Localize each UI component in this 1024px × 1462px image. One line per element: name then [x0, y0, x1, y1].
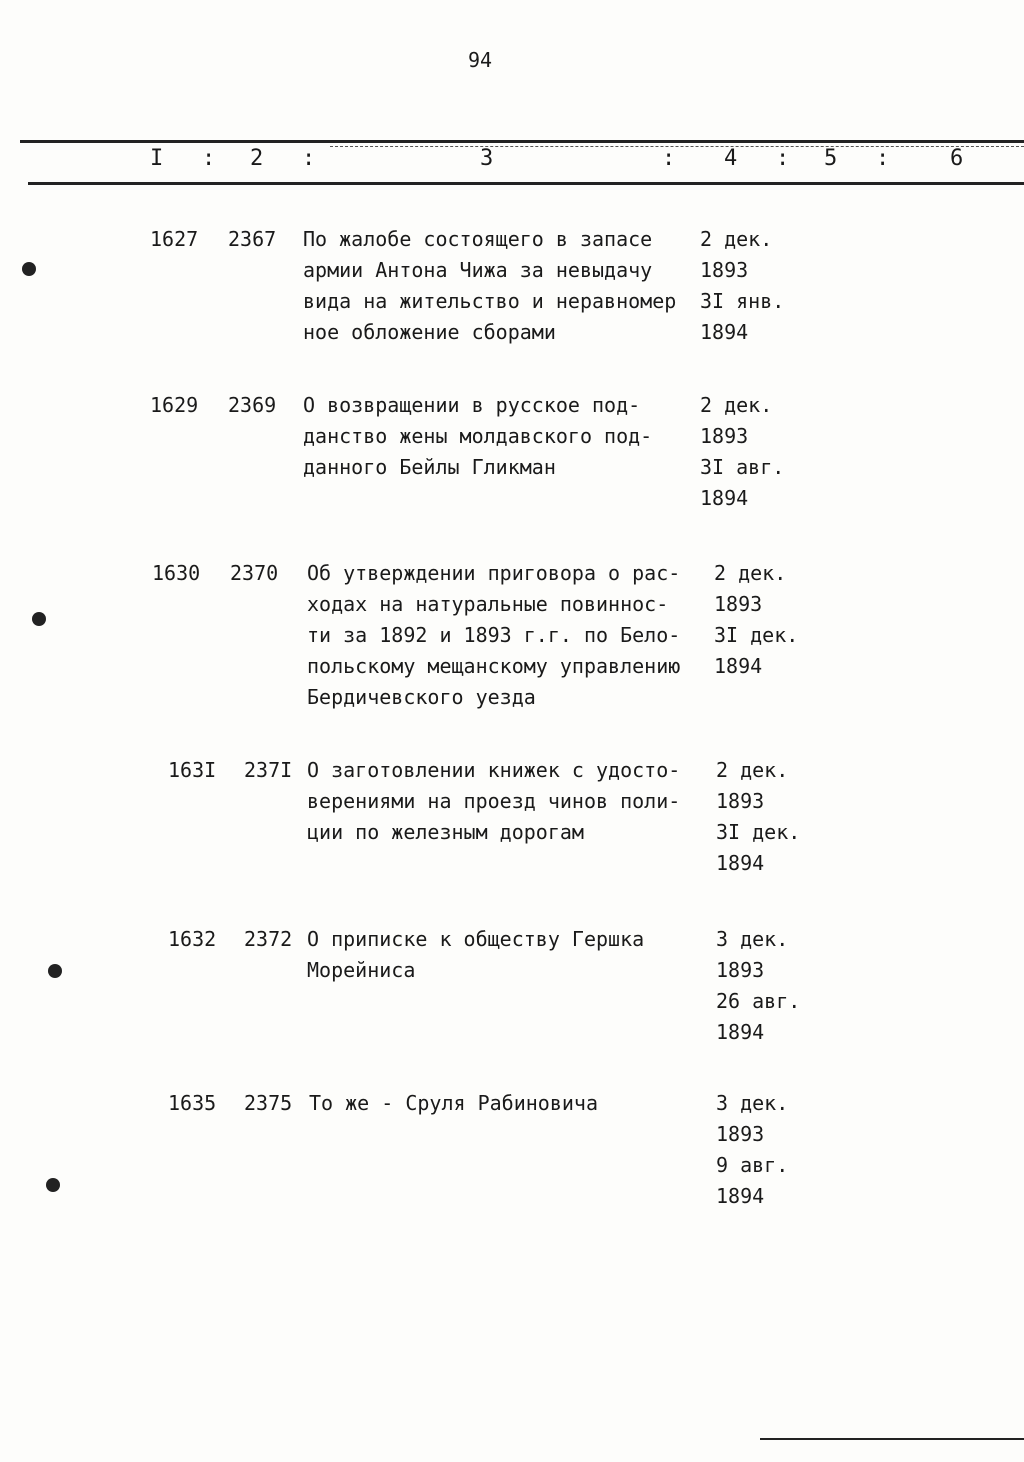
old-case-number: 2367: [228, 227, 277, 251]
end-year: 1894: [700, 320, 749, 344]
end-date: 3I янв.: [700, 289, 785, 313]
description-line: По жалобе состоящего в запасе: [303, 227, 653, 251]
end-year: 1894: [700, 486, 749, 510]
case-description: [307, 558, 717, 713]
column-separator: :: [662, 146, 676, 171]
description-line: Морейниса: [307, 958, 416, 982]
column-separator: :: [302, 146, 316, 171]
case-number: 1629: [150, 393, 199, 417]
case-dates: [700, 390, 784, 514]
old-case-number: 2372: [244, 927, 293, 951]
start-date: 2 дек.: [716, 758, 789, 782]
case-description: [303, 390, 713, 483]
description-line: ции по железным дорогам: [307, 820, 584, 844]
punch-hole: [22, 262, 36, 276]
column-header-6: 6: [950, 146, 964, 171]
description-line: ти за 1892 и 1893 г.г. по Бело-: [307, 623, 681, 647]
description-line: вида на жительство и неравномер: [303, 289, 677, 313]
start-date: 2 дек.: [700, 393, 773, 417]
start-date: 2 дек.: [700, 227, 773, 251]
start-year: 1893: [700, 424, 749, 448]
case-dates: [716, 755, 800, 879]
end-year: 1894: [716, 1020, 765, 1044]
case-description: [307, 755, 717, 848]
old-case-number: 237I: [244, 758, 293, 782]
end-year: 1894: [714, 654, 763, 678]
start-year: 1893: [700, 258, 749, 282]
top-rule-secondary: [330, 146, 1024, 147]
start-date: 2 дек.: [714, 561, 787, 585]
start-date: 3 дек.: [716, 1091, 789, 1115]
description-line: ходах на натуральные повиннос-: [307, 592, 669, 616]
end-year: 1894: [716, 851, 765, 875]
case-description: [303, 224, 713, 348]
case-number: 1632: [168, 927, 217, 951]
description-line: польскому мещанскому управлению: [307, 654, 681, 678]
description-line: ное обложение сборами: [303, 320, 556, 344]
description-line: О возвращении в русское под-: [303, 393, 641, 417]
case-number: 1635: [168, 1091, 217, 1115]
case-number: 1627: [150, 227, 199, 251]
old-case-number: 2369: [228, 393, 277, 417]
description-line: верениями на проезд чинов поли-: [307, 789, 681, 813]
start-date: 3 дек.: [716, 927, 789, 951]
column-separator: :: [776, 146, 790, 171]
punch-hole: [48, 964, 62, 978]
description-line: О приписке к обществу Гершка: [307, 927, 645, 951]
end-date: 9 авг.: [716, 1153, 789, 1177]
description-line: данство жены молдавского под-: [303, 424, 653, 448]
start-year: 1893: [714, 592, 763, 616]
column-separator: :: [876, 146, 890, 171]
header-rule: [28, 182, 1024, 185]
description-line: армии Антона Чижа за невыдачу: [303, 258, 653, 282]
description-line: Бердичевского уезда: [307, 685, 536, 709]
end-date: 3I авг.: [700, 455, 785, 479]
start-year: 1893: [716, 958, 765, 982]
top-rule: [20, 140, 1024, 143]
old-case-number: 2375: [244, 1091, 293, 1115]
case-description: [307, 924, 717, 986]
case-number: 163I: [168, 758, 217, 782]
end-year: 1894: [716, 1184, 765, 1208]
description-line: О заготовлении книжек с удосто-: [307, 758, 681, 782]
bottom-rule: [760, 1438, 1024, 1440]
case-dates: [716, 924, 800, 1048]
end-date: 3I дек.: [714, 623, 799, 647]
old-case-number: 2370: [230, 561, 279, 585]
end-date: 3I дек.: [716, 820, 801, 844]
description-line: данного Бейлы Гликман: [303, 455, 556, 479]
column-header-5: 5: [824, 146, 838, 171]
case-dates: [700, 224, 784, 348]
description-line: То же - Сруля Рабиновича: [309, 1091, 598, 1115]
column-header-2: 2: [250, 146, 264, 171]
start-year: 1893: [716, 1122, 765, 1146]
end-date: 26 авг.: [716, 989, 801, 1013]
case-number: 1630: [152, 561, 201, 585]
case-description: [309, 1088, 719, 1119]
column-header-1: I: [150, 146, 164, 171]
punch-hole: [32, 612, 46, 626]
case-dates: [714, 558, 798, 682]
column-separator: :: [202, 146, 216, 171]
description-line: Об утверждении приговора о рас-: [307, 561, 681, 585]
column-header-3: 3: [480, 146, 494, 171]
punch-hole: [46, 1178, 60, 1192]
start-year: 1893: [716, 789, 765, 813]
column-header-4: 4: [724, 146, 738, 171]
page-number: 94: [467, 48, 493, 72]
case-dates: [716, 1088, 788, 1212]
